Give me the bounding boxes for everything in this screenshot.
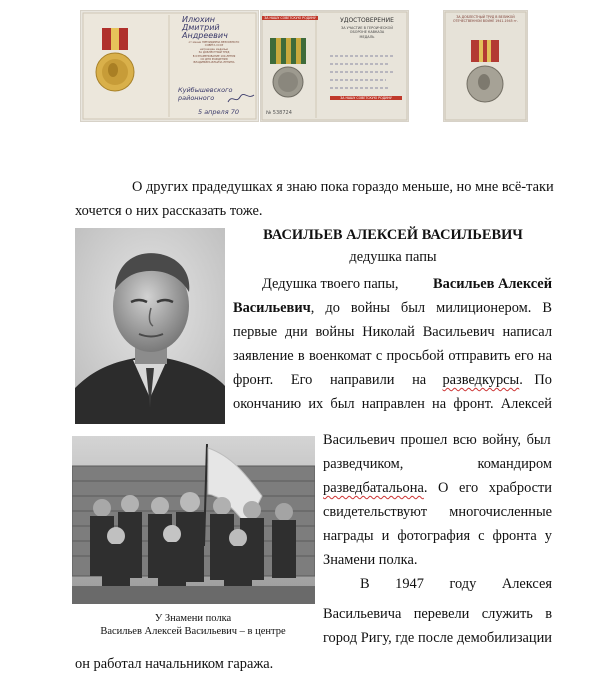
photo-caption-line-2: Васильев Алексей Васильевич – в центре bbox=[100, 626, 286, 637]
doc2-ribbon-title: ЗА НАШУ СОВЕТСКУЮ РОДИНУ bbox=[262, 16, 318, 20]
para1-text: . По bbox=[519, 372, 552, 388]
para2-line-6: Знамени полка. bbox=[323, 552, 418, 568]
doc1-date: 5 апреля 70 bbox=[198, 108, 239, 116]
intro-line-1: О других прадедушках я знаю пока гораздо меньше, но мне всё-таки bbox=[132, 179, 554, 195]
para1-text: , до войны был милиционером. В bbox=[310, 300, 552, 316]
doc3-top-line: ОТЕЧЕСТВЕННОЙ ВОЙНЕ 1941-1945 гг. bbox=[453, 19, 518, 24]
doc1-signature-icon bbox=[226, 92, 256, 106]
doc1-name-line: Андреевич bbox=[182, 31, 228, 40]
doc2-sub-line: ОБОРОНЕ КАВКАЗА bbox=[349, 30, 385, 35]
para2-line-4: свидетельствуют многочисленные bbox=[323, 504, 552, 520]
certificate-3-graphic bbox=[443, 10, 528, 122]
doc1-name-line: Илюхин bbox=[182, 15, 215, 24]
para1-line-2 bbox=[233, 296, 552, 320]
para1-line-3: первые дни войны Николай Васильевич написал bbox=[233, 324, 552, 340]
photo-caption-line-1: У Знамени полка bbox=[154, 613, 232, 624]
doc3-top-line: ЗА ДОБЛЕСТНЫЙ ТРУД В ВЕЛИКОЙ bbox=[456, 15, 515, 19]
para1-text: Дедушка твоего папы, bbox=[262, 276, 399, 292]
para1-line-4: заявление в военкомат с просьбой отправить его на bbox=[233, 348, 552, 364]
para2-line-2: разведчиком, командиром bbox=[323, 456, 552, 472]
doc1-small-line: СО ДНЯ РОЖДЕНИЯ bbox=[200, 58, 228, 62]
medal-certificate-photo-1 bbox=[80, 10, 259, 122]
para2-line-1: Васильевич прошел всю войну, был bbox=[323, 432, 551, 448]
para2-text: . О его храбрости bbox=[423, 480, 552, 496]
doc2-bottom-ribbon: ЗА НАШУ СОВЕТСКУЮ РОДИНУ bbox=[330, 96, 402, 100]
para2-line-5: награды и фотография с фронта у bbox=[323, 528, 552, 544]
doc1-small-line: В ОЗНАМЕНОВАНИЕ 100-ЛЕТИЯ bbox=[192, 54, 236, 58]
para3-line-4: он работал начальником гаража. bbox=[75, 656, 274, 672]
doc1-org: Куйбышевского районного bbox=[178, 86, 233, 102]
portrait-photo bbox=[75, 228, 225, 424]
para1-text: фронт. Его направили на bbox=[233, 372, 427, 388]
para2-line-3 bbox=[323, 476, 552, 500]
person-patronymic-bold: Васильевич bbox=[233, 300, 311, 316]
misspelled-word: разведкурсы bbox=[442, 372, 520, 388]
doc1-small-line: от имени ПРЕЗИДИУМА ВЕРХОВНОГО bbox=[188, 41, 240, 44]
misspelled-word: разведбатальона bbox=[323, 480, 424, 496]
medal-certificate-photo-2 bbox=[260, 10, 409, 122]
doc1-small-line: ЗА ДОБЛЕСТНЫЙ ТРУД bbox=[198, 51, 230, 55]
group-photo-graphic bbox=[72, 436, 315, 604]
medal-certificate-photo-3 bbox=[443, 10, 528, 122]
person-name-bold: Васильев Алексей bbox=[433, 276, 552, 292]
para1-line-6: окончанию их был направлен на фронт. Алексей bbox=[233, 396, 552, 412]
doc1-small-line: ВЛАДИМИРА ИЛЬИЧА ЛЕНИНА bbox=[193, 61, 235, 65]
para1-line-1 bbox=[262, 272, 552, 296]
portrait-graphic bbox=[75, 228, 225, 424]
para1-line-5 bbox=[233, 368, 552, 392]
para3-line-1: В 1947 году Алексея bbox=[360, 576, 552, 592]
doc1-small-line: награжден медалью bbox=[199, 47, 229, 51]
doc2-header: УДОСТОВЕРЕНИЕ bbox=[340, 17, 394, 24]
doc2-number: № 538724 bbox=[266, 110, 292, 116]
doc1-name-line: Дмитрий bbox=[182, 23, 220, 32]
para3-line-2: Васильевича перевели служить в bbox=[323, 606, 552, 622]
intro-line-2: хочется о них рассказать тоже. bbox=[75, 203, 263, 219]
group-photo-at-banner bbox=[72, 436, 315, 604]
para3-line-3: город Ригу, где после демобилизации bbox=[323, 630, 552, 646]
doc2-sub-line: МЕДАЛЬ bbox=[359, 34, 375, 39]
person-relation: дедушка папы bbox=[349, 249, 437, 265]
doc1-small-line: СОВЕТА СССР bbox=[204, 44, 224, 48]
doc2-sub-line: ЗА УЧАСТИЕ В ГЕРОИЧЕСКОЙ bbox=[341, 26, 393, 30]
person-name-heading: ВАСИЛЬЕВ АЛЕКСЕЙ ВАСИЛЬЕВИЧ bbox=[263, 227, 523, 243]
